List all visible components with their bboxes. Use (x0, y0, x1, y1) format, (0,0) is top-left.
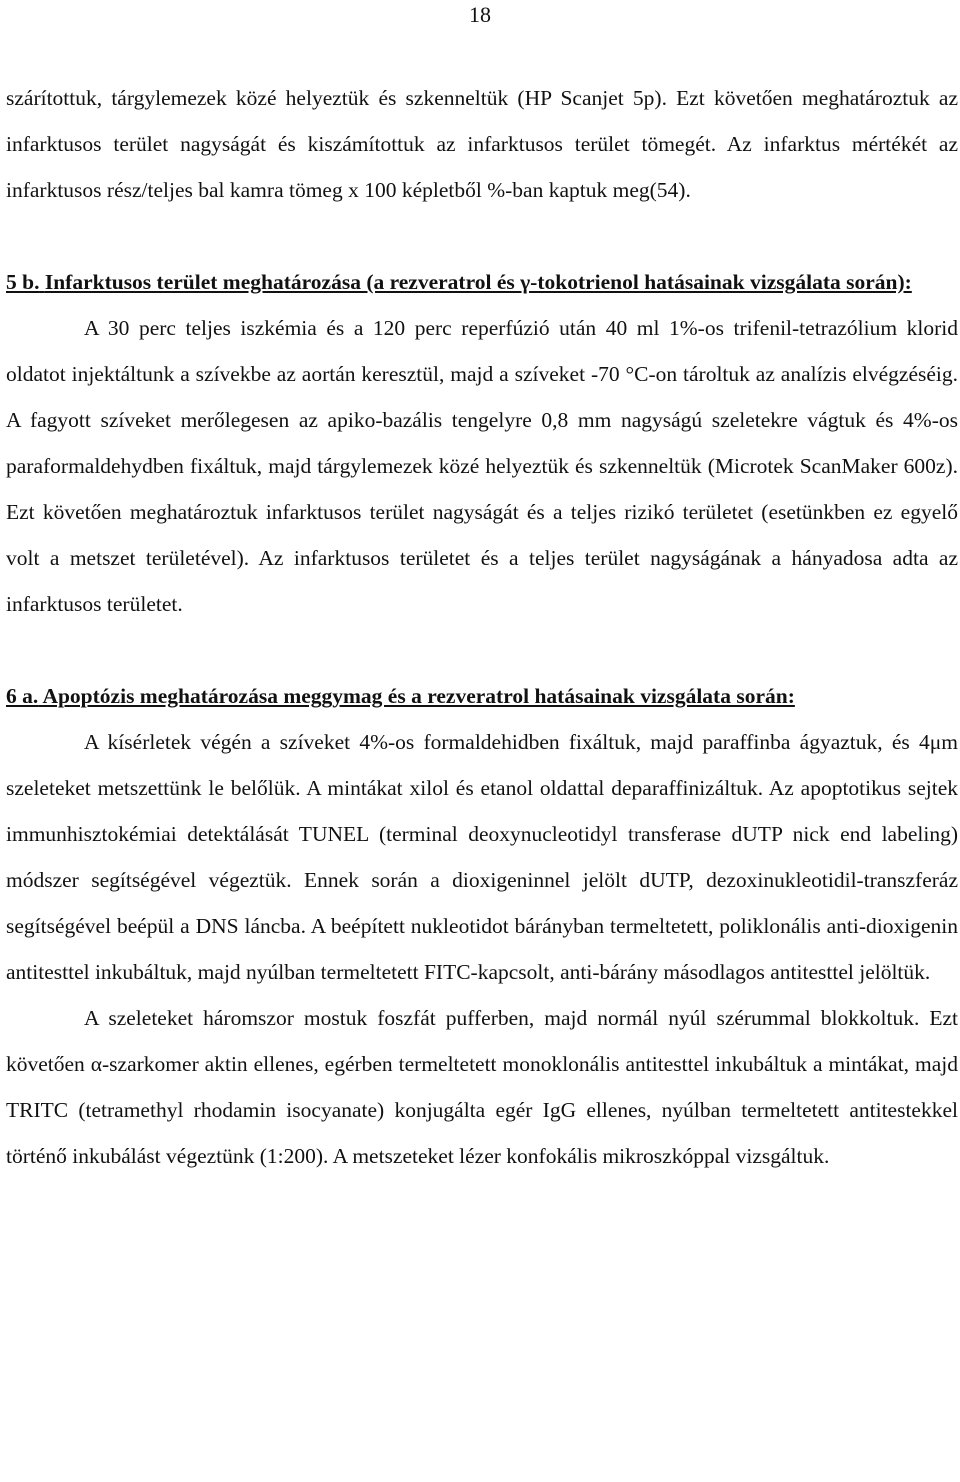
section-6a-title: Apoptózis meghatározása meggymag és a rezveratrol hatásainak vizsgálata során: (42, 684, 795, 708)
paragraph-gap (6, 213, 958, 259)
section-5b-title: Infarktusos terület meghatározása (a rezveratrol és γ-tokotrienol hatásainak vizsgálata során): (44, 270, 912, 294)
section-6a-body-1: A kísérletek végén a szíveket 4%-os formaldehidben fixáltuk, majd paraffinba ágyaztuk, és 4μm szeleteket metszettünk le belőlük. A mintákat xilol és etanol oldattal deparaffinizáltuk. Az apoptotikus sejtek immunhisztokémiai detektálását TUNEL (terminal deoxynucleotidyl transferase dUTP nick end labeling) módszer segítségével végeztük. Ennek során a dioxigeninnel jelölt dUTP, dezoxinukleotidil-transzferáz segítségével beépül a DNS láncba. A beépített nukleotidot bárányban termeltetett, poliklonális anti-dioxigenin antitesttel inkubáltuk, majd nyúlban termeltetett FITC-kapcsolt, anti-bárány másodlagos antitesttel jelöltük. (6, 730, 958, 984)
section-5b-heading (6, 259, 958, 305)
section-5b-body: A 30 perc teljes iszkémia és a 120 perc reperfúzió után 40 ml 1%-os trifenil-tetrazólium klorid oldatot injektáltunk a szívekbe az aortán keresztül, majd a szíveket -70 °C-on tároltuk az analízis elvégzéséig. A fagyott szíveket merőlegesen az apiko-bazális tengelyre 0,8 mm nagyságú szeletekre vágtuk és 4%-os paraformaldehydben fixáltuk, majd tárgylemezek közé helyeztük és szkenneltük (Microtek ScanMaker 600z). Ezt követően meghatároztuk infarktusos terület nagyságát és a teljes rizikó területet (esetünkben ez egyelő volt a metszet területével). Az infarktusos területet és a teljes terület nagyságának a hányadosa adta az infarktusos területet. (6, 316, 958, 616)
page-number: 18 (469, 2, 491, 27)
section-6a-heading (6, 673, 958, 719)
intro-paragraph: szárítottuk, tárgylemezek közé helyeztük és szkenneltük (HP Scanjet 5p). Ezt követően meghatároztuk az infarktusos terület nagyságát és kiszámítottuk az infarktusos terület tömegét. Az infarktus mértékét az infarktusos rész/teljes bal kamra tömeg x 100 képletből %-ban kaptuk meg(54). (6, 86, 958, 202)
section-5b-number: 5 b. (6, 270, 40, 294)
document-body (6, 75, 958, 1179)
section-6a-number: 6 a. (6, 684, 39, 708)
section-6a-body-2: A szeleteket háromszor mostuk foszfát pufferben, majd normál nyúl szérummal blokkoltuk. Ezt követően α-szarkomer aktin ellenes, egérben termeltetett monoklonális antitesttel inkubáltuk a mintákat, majd TRITC (tetramethyl rhodamin isocyanate) konjugálta egér IgG ellenes, nyúlban termeltetett antitestekkel történő inkubálást végeztünk (1:200). A metszeteket lézer konfokális mikroszkóppal vizsgáltuk. (6, 1006, 958, 1168)
paragraph-gap (6, 627, 958, 673)
